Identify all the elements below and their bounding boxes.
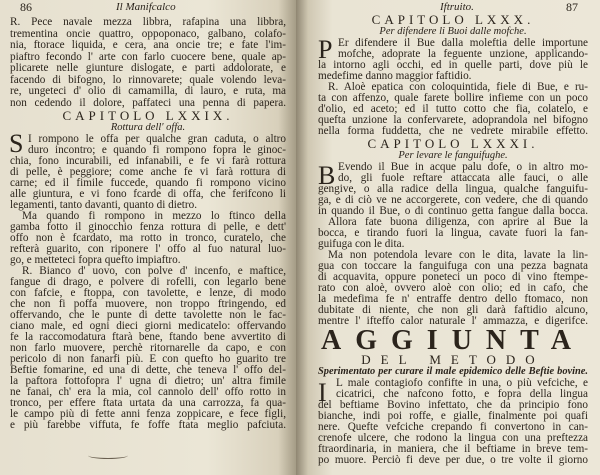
text-line: guifuga con le dita.	[318, 238, 405, 250]
text-line: d'olio, ed aceto; ed il tutto cotto che fia, colatelo, e	[318, 103, 588, 115]
running-title: Iftruito.	[440, 1, 474, 13]
text-line: Beftie fomarine, ed una di dette, che teneva l' offo del-	[10, 363, 286, 376]
text-line: Er difendere il Bue dalla moleftia delle importune	[338, 37, 588, 49]
text-line: chia, fono incurabili, ed infanabili, e fe vi farà rottura	[10, 154, 286, 167]
text-line: carne; ed il fimile fuccede, quando fi rompono vicino	[10, 176, 286, 189]
text-line: la medefima fe n' entraffe dentro dello ftomaco, non	[318, 293, 588, 305]
text-line: L male contagiofo confifte in una, o più vefciche, e	[336, 377, 588, 389]
text-line: non cedendo il dolore, paffateci una penna di papera.	[10, 96, 286, 109]
text-line: po muore. Perciò fi deve per due, o tre volte il giorno	[318, 454, 588, 466]
chapter-subtitle: Per difendere li Buoi dalle mofche.	[379, 26, 527, 37]
text-line: non farlo muovere, perchè ritornarelle da capo, e con	[10, 341, 286, 354]
text-line: mofche, adoprate la feguente unzione, applicando-	[338, 48, 588, 60]
text-line: gengive, o alla radice della lingua, qualche fanguifu-	[318, 183, 588, 195]
text-line: ftraordinaria, in maniera, che il beftiame in breve tem-	[318, 443, 588, 455]
text-line: alle giuntura, e vi fono fcarde di offa, che ferifcono li	[10, 187, 286, 200]
text-line: pericolo di non fanarfi più. E con quefto ho guarito tre	[10, 352, 286, 365]
chapter-heading: CAPITOLO LXXIX.	[62, 107, 234, 123]
text-line: offo non è fcardato, ma rotto in tronco, curatelo, che	[10, 231, 286, 244]
text-line: go, e metteteci fopra quefto impiaftro.	[10, 253, 181, 266]
text-line: la intorno agli occhi, ed in quelle parti, dove più le	[318, 59, 588, 71]
drop-cap: B	[318, 161, 336, 190]
text-line: R. Aloè epatica con coloquintida, fiele di Bue, e ru-	[328, 81, 588, 93]
text-line: di pelle, è peggiore; come anche fe vi farà rottura di	[10, 165, 286, 178]
text-line: cicatrici, che nafcono fotto, e fopra della lingua	[336, 388, 588, 400]
text-line: quefta unzione la confervarete, adoprandola nel bifogno	[318, 114, 588, 126]
text-line: medefime danno maggior faftidio.	[318, 70, 472, 82]
text-line: ta con affenzo, quale farete bollire infieme con un poco	[318, 92, 588, 104]
chapter-heading: AGGIUNTA	[321, 325, 585, 356]
text-line: ne fanai, ch' era la mia, col cannolo dell' offo rotto in	[10, 385, 286, 398]
text-line: gamba fotto il ginocchio fenza rottura di pelle, e dett'	[10, 220, 286, 233]
text-line: ga, e di ciò ve ne accorgerete, con vedere, che di quando	[318, 194, 588, 206]
drop-cap: S	[9, 129, 24, 158]
ornament-flourish	[88, 452, 128, 459]
page-number: 87	[566, 0, 578, 14]
page-number: 86	[20, 0, 32, 14]
left-page	[0, 0, 296, 475]
text-line: facendo di bifogno, lo rinnovarete; quale volendo leva-	[10, 73, 286, 86]
text-line: bocca, e tirando fuori la lingua, cavate fuori la fan-	[318, 227, 588, 239]
chapter-heading: CAPITOLO LXXXI.	[367, 136, 539, 151]
chapter-subtitle: Rottura dell' offa.	[110, 121, 186, 133]
text-line: le campo più di fette anni fenza zoppicare, e fece figli,	[10, 407, 286, 420]
text-line: Evendo il Bue in acque palu dofe, o in altro mo-	[338, 161, 588, 173]
text-line: ciano male, ed ogni dieci giorni medicatelo: offervando	[10, 319, 286, 332]
text-line: piaftro fecondo l' arte con farlo cuocere bene, quale ap-	[10, 50, 286, 63]
text-line: do, gli fuole reftare attaccata alle fauci, o alle	[338, 172, 588, 184]
text-line	[10, 431, 286, 442]
text-line: che non fi poffa muovere, non troppo ftringendo, ed	[10, 297, 286, 310]
text-line: fangue di drago, e polvere di rofelli, con legarlo bene	[10, 275, 286, 288]
text-line: I rompono le offa per qualche gran caduta, o altro	[28, 132, 286, 145]
chapter-heading: DEL METODO	[361, 352, 545, 367]
text-line: duro incontro; e quando fi rompono fopra le ginoc-	[28, 143, 286, 156]
text-line: la paftora fottofopra l' ugna di dietro; un' altra fimile	[10, 374, 286, 387]
text-line: di acquavita, oppure poneteci un poco di vino ftempe-	[318, 271, 588, 283]
chapter-subtitle: Sperimentato per curare il male epidemico delle Beftie bovine.	[318, 366, 588, 377]
text-line: crenofe ulcere, che rodono la lingua con una preftezza	[318, 432, 588, 444]
running-title: Il Manifcalco	[116, 1, 176, 13]
text-line: R. Bianco d' uovo, con polve d' incenfo, e maftice,	[22, 264, 286, 277]
text-line: Allora fate buona diligenza, con aprire al Bue la	[328, 216, 588, 228]
drop-cap: P	[318, 35, 333, 64]
text-line: legamenti, tanto davanti, quanto di dietro.	[10, 198, 198, 211]
text-line: nia, ftorace liquida, e cera, ana oncie tre; e fate l'im-	[10, 39, 286, 51]
text-line: plicarete nelle giunture dislogate, e parti addolorate, e	[10, 62, 286, 74]
text-line: con fafcie, e ftoppa, con tavolette, e lenze, di modo	[10, 286, 286, 299]
text-line: fe la raccomodatura ftarà bene, ftando bene avvertito di	[10, 330, 286, 343]
text-line: del beftiame Bovino infettato, che da principio fono	[318, 399, 588, 411]
text-line: in quando il Bue, o di continuo getta fangue dalla bocca.	[318, 205, 588, 217]
text-line: Ma quando fi rompono in mezzo lo ftinco della	[22, 209, 286, 222]
text-line: trementina oncie quattro, oppoponaco, galbano, colafo-	[10, 27, 286, 40]
text-line: bianche, indi poi roffe, e gialle, finalmente poi quafi	[318, 410, 588, 422]
text-line: re, ungeteci d' olio di camamilla, di lauro, e ruta, ma	[10, 85, 286, 97]
text-line: nere. Quefte vefciche crepando fi convertono in can-	[318, 421, 588, 433]
text-line: gua con toccare la fanguifuga con una pezza bagnata	[318, 260, 588, 272]
chapter-subtitle: Per levare le fanguifughe.	[398, 150, 508, 161]
text-line: Ma non potendola levare con le dita, lavate la lin-	[328, 249, 588, 261]
text-line: offervando, che le punte di dette tavolette non le fac-	[10, 308, 286, 321]
chapter-heading: CAPITOLO LXXX.	[371, 12, 535, 27]
text-line: e più farebbe viffuta, fe foffe ftata meglio pafciuta.	[10, 418, 286, 431]
text-line: nella forma fuddetta, che ne vedrete mirabile effetto.	[318, 125, 588, 137]
text-line: R. Pece navale mezza libbra, rafapina una libbra,	[10, 16, 286, 28]
drop-cap: I	[318, 378, 327, 407]
text-line: rato con aloè, ovvero aloè con olio; ed in cafo, che	[318, 282, 588, 294]
text-line: refterà guarito, con riponere l' offo al fuo natural luo-	[10, 242, 286, 255]
text-line: mentre l' ifteffo calor naturale l' ammazza, e digerifce.	[318, 315, 588, 327]
right-page	[296, 0, 600, 475]
text-line: dubitate di niente, che non gli darà faftidio alcuno,	[318, 304, 588, 316]
text-line: tronco, per effere ftata urtata da una carrozza, fa qua-	[10, 396, 286, 409]
